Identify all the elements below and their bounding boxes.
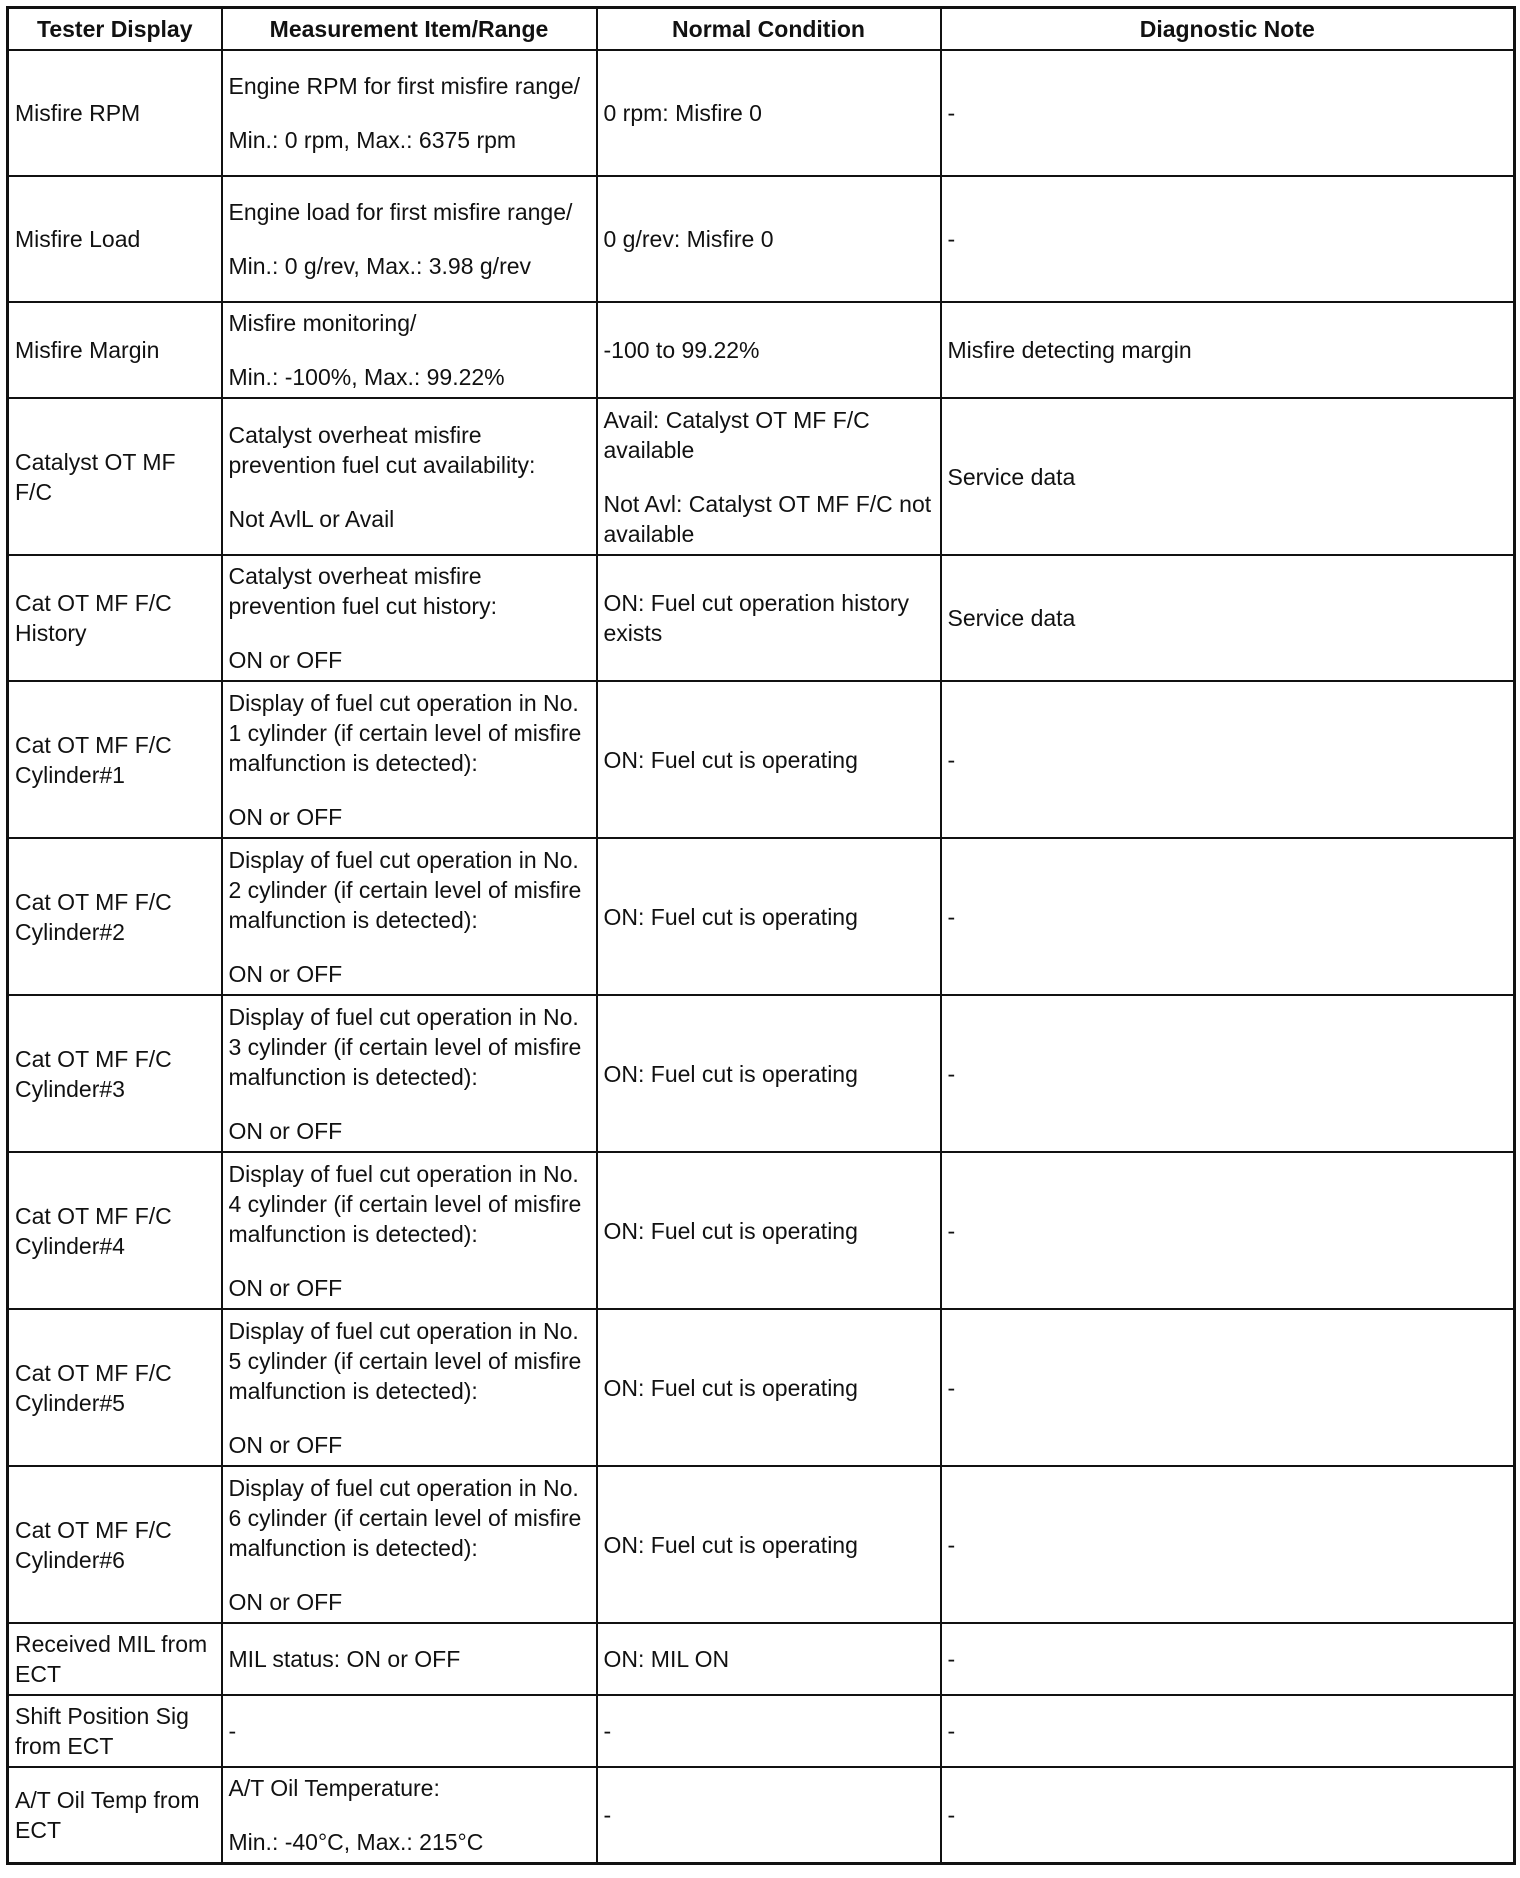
tester-display-cell: Cat OT MF F/C History — [8, 555, 222, 681]
normal-condition-cell: ON: Fuel cut is operating — [597, 681, 941, 838]
tester-display-cell: Cat OT MF F/C Cylinder#1 — [8, 681, 222, 838]
measurement-cell: Display of fuel cut operation in No. 5 cylinder (if certain level of misfire malfunction is detected): ON or OFF — [222, 1309, 597, 1466]
table-row — [8, 1309, 1515, 1466]
tester-display-cell: Cat OT MF F/C Cylinder#4 — [8, 1152, 222, 1309]
table-row — [8, 302, 1515, 398]
measurement-cell: Engine RPM for first misfire range/ Min.: 0 rpm, Max.: 6375 rpm — [222, 50, 597, 176]
diagnostic-note-cell: - — [941, 1152, 1515, 1309]
table-row — [8, 1466, 1515, 1623]
table-row — [8, 1695, 1515, 1767]
diagnostic-note-cell: - — [941, 838, 1515, 995]
tester-display-cell: Catalyst OT MF F/C — [8, 398, 222, 555]
table-row — [8, 838, 1515, 995]
header-diagnostic-note: Diagnostic Note — [941, 8, 1515, 51]
measurement-cell: - — [222, 1695, 597, 1767]
normal-condition-cell: - — [597, 1767, 941, 1864]
diagnostic-note-cell: Service data — [941, 555, 1515, 681]
diagnostic-note-cell: - — [941, 1309, 1515, 1466]
measurement-cell: A/T Oil Temperature: Min.: -40°C, Max.: 215°C — [222, 1767, 597, 1864]
normal-condition-cell: -100 to 99.22% — [597, 302, 941, 398]
table-row — [8, 1767, 1515, 1864]
normal-condition-cell: ON: Fuel cut is operating — [597, 1309, 941, 1466]
tester-display-cell: Misfire Margin — [8, 302, 222, 398]
normal-condition-cell: ON: Fuel cut operation history exists — [597, 555, 941, 681]
table-row — [8, 1152, 1515, 1309]
tester-display-cell: A/T Oil Temp from ECT — [8, 1767, 222, 1864]
tester-display-cell: Shift Position Sig from ECT — [8, 1695, 222, 1767]
diagnostic-note-cell: Service data — [941, 398, 1515, 555]
table-row — [8, 398, 1515, 555]
measurement-cell: Catalyst overheat misfire prevention fuel cut availability: Not AvlL or Avail — [222, 398, 597, 555]
header-tester-display: Tester Display — [8, 8, 222, 51]
measurement-cell: Display of fuel cut operation in No. 2 cylinder (if certain level of misfire malfunction is detected): ON or OFF — [222, 838, 597, 995]
normal-condition-cell: ON: Fuel cut is operating — [597, 1152, 941, 1309]
diagnostic-note-cell: - — [941, 1767, 1515, 1864]
data-list-table — [6, 6, 1516, 1865]
diagnostic-note-cell: Misfire detecting margin — [941, 302, 1515, 398]
table-row — [8, 995, 1515, 1152]
data-list-table-container — [6, 6, 1516, 1865]
table-header-row — [8, 8, 1515, 51]
normal-condition-cell: ON: MIL ON — [597, 1623, 941, 1695]
normal-condition-cell: - — [597, 1695, 941, 1767]
diagnostic-note-cell: - — [941, 176, 1515, 302]
measurement-cell: Display of fuel cut operation in No. 3 cylinder (if certain level of misfire malfunction is detected): ON or OFF — [222, 995, 597, 1152]
normal-condition-cell: ON: Fuel cut is operating — [597, 1466, 941, 1623]
measurement-cell: Engine load for first misfire range/ Min.: 0 g/rev, Max.: 3.98 g/rev — [222, 176, 597, 302]
diagnostic-note-cell: - — [941, 50, 1515, 176]
table-row — [8, 681, 1515, 838]
tester-display-cell: Misfire Load — [8, 176, 222, 302]
tester-display-cell: Received MIL from ECT — [8, 1623, 222, 1695]
measurement-cell: Display of fuel cut operation in No. 4 cylinder (if certain level of misfire malfunction is detected): ON or OFF — [222, 1152, 597, 1309]
table-row — [8, 50, 1515, 176]
measurement-cell: Catalyst overheat misfire prevention fuel cut history: ON or OFF — [222, 555, 597, 681]
normal-condition-cell: ON: Fuel cut is operating — [597, 995, 941, 1152]
tester-display-cell: Cat OT MF F/C Cylinder#5 — [8, 1309, 222, 1466]
measurement-cell: Display of fuel cut operation in No. 1 cylinder (if certain level of misfire malfunction is detected): ON or OFF — [222, 681, 597, 838]
measurement-cell: MIL status: ON or OFF — [222, 1623, 597, 1695]
table-row — [8, 555, 1515, 681]
table-row — [8, 176, 1515, 302]
measurement-cell: Misfire monitoring/ Min.: -100%, Max.: 99.22% — [222, 302, 597, 398]
tester-display-cell: Misfire RPM — [8, 50, 222, 176]
header-normal-condition: Normal Condition — [597, 8, 941, 51]
normal-condition-cell: 0 rpm: Misfire 0 — [597, 50, 941, 176]
diagnostic-note-cell: - — [941, 1466, 1515, 1623]
tester-display-cell: Cat OT MF F/C Cylinder#3 — [8, 995, 222, 1152]
table-row — [8, 1623, 1515, 1695]
normal-condition-cell: ON: Fuel cut is operating — [597, 838, 941, 995]
header-measurement-item: Measurement Item/Range — [222, 8, 597, 51]
normal-condition-cell: 0 g/rev: Misfire 0 — [597, 176, 941, 302]
measurement-cell: Display of fuel cut operation in No. 6 cylinder (if certain level of misfire malfunction is detected): ON or OFF — [222, 1466, 597, 1623]
tester-display-cell: Cat OT MF F/C Cylinder#6 — [8, 1466, 222, 1623]
diagnostic-note-cell: - — [941, 1623, 1515, 1695]
diagnostic-note-cell: - — [941, 681, 1515, 838]
tester-display-cell: Cat OT MF F/C Cylinder#2 — [8, 838, 222, 995]
normal-condition-cell: Avail: Catalyst OT MF F/C available Not Avl: Catalyst OT MF F/C not available — [597, 398, 941, 555]
diagnostic-note-cell: - — [941, 1695, 1515, 1767]
diagnostic-note-cell: - — [941, 995, 1515, 1152]
